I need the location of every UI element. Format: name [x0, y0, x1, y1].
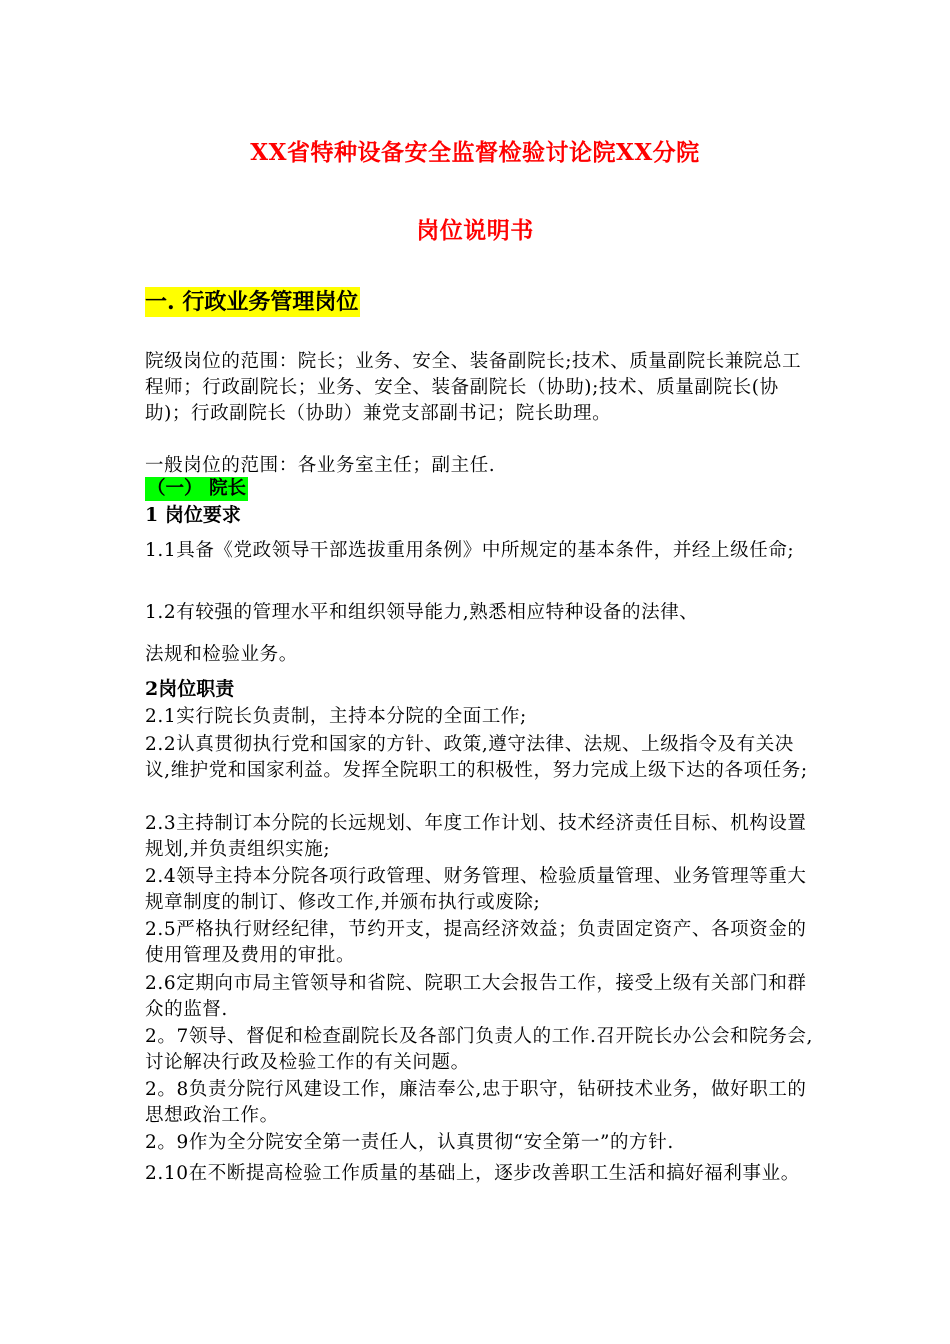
- requirement-item: 法规和检验业务。: [145, 644, 298, 665]
- duty-item: 2。8负责分院行风建设工作，廉洁奉公,忠于职守，钻研技术业务，做好职工的思想政治工作。: [145, 1079, 807, 1126]
- duty-item: 2.6定期向市局主管领导和省院、院职工大会报告工作，接受上级有关部门和群众的监督.: [145, 973, 807, 1020]
- duty-item: 2.4领导主持本分院各项行政管理、财务管理、检验质量管理、业务管理等重大规章制度的制订、修改工作,并颁布执行或废除;: [145, 866, 807, 913]
- duty-item: 2.2认真贯彻执行党和国家的方针、政策,遵守法律、法规、上级指令及有关决议,维护党和国家利益。发挥全院职工的积极性，努力完成上级下达的各项任务;: [145, 734, 808, 781]
- duty-item: 2.3主持制订本分院的长远规划、年度工作计划、技术经济责任目标、机构设置规划,并负责组织实施;: [145, 813, 807, 860]
- duty-item: 2。9作为全分院安全第一责任人，认真贯彻“安全第一”的方针.: [145, 1132, 674, 1153]
- document-title: XX省特种设备安全监督检验讨论院XX分院: [250, 139, 700, 166]
- requirement-item: 1.1具备《党政领导干部选拔重用条例》中所规定的基本条件，并经上级任命;: [145, 540, 795, 561]
- document-subtitle: 岗位说明书: [416, 217, 534, 244]
- section-heading: 一. 行政业务管理岗位: [145, 289, 359, 315]
- general-scope-paragraph: 一般岗位的范围：各业务室主任；副主任.: [145, 455, 496, 476]
- senior-scope-paragraph: 院级岗位的范围：院长；业务、安全、装备副院长;技术、质量副院长兼院总工程师；行政副院长；业务、安全、装备副院长（协助);技术、质量副院长(协助)；行政副院长（协助）兼党支部副书记；院长助理。: [145, 351, 802, 424]
- duty-item: 2.10在不断提高检验工作质量的基础上，逐步改善职工生活和搞好福利事业。: [145, 1163, 800, 1184]
- duty-item: 2.1实行院长负责制，主持本分院的全面工作;: [145, 706, 527, 727]
- duty-item: 2.5严格执行财经纪律，节约开支，提高经济效益；负责固定资产、各项资金的使用管理及费用的审批。: [145, 919, 807, 966]
- subsection-heading: （一） 院长: [147, 478, 246, 499]
- duty-item: 2。7领导、督促和检查副院长及各部门负责人的工作.召开院长办公会和院务会,讨论解决行政及检验工作的有关问题。: [145, 1026, 814, 1073]
- requirement-item: 1.2有较强的管理水平和组织领导能力,熟悉相应特种设备的法律、: [145, 602, 699, 623]
- requirements-heading: 1 岗位要求: [145, 504, 241, 526]
- duties-heading: 2岗位职责: [145, 678, 235, 700]
